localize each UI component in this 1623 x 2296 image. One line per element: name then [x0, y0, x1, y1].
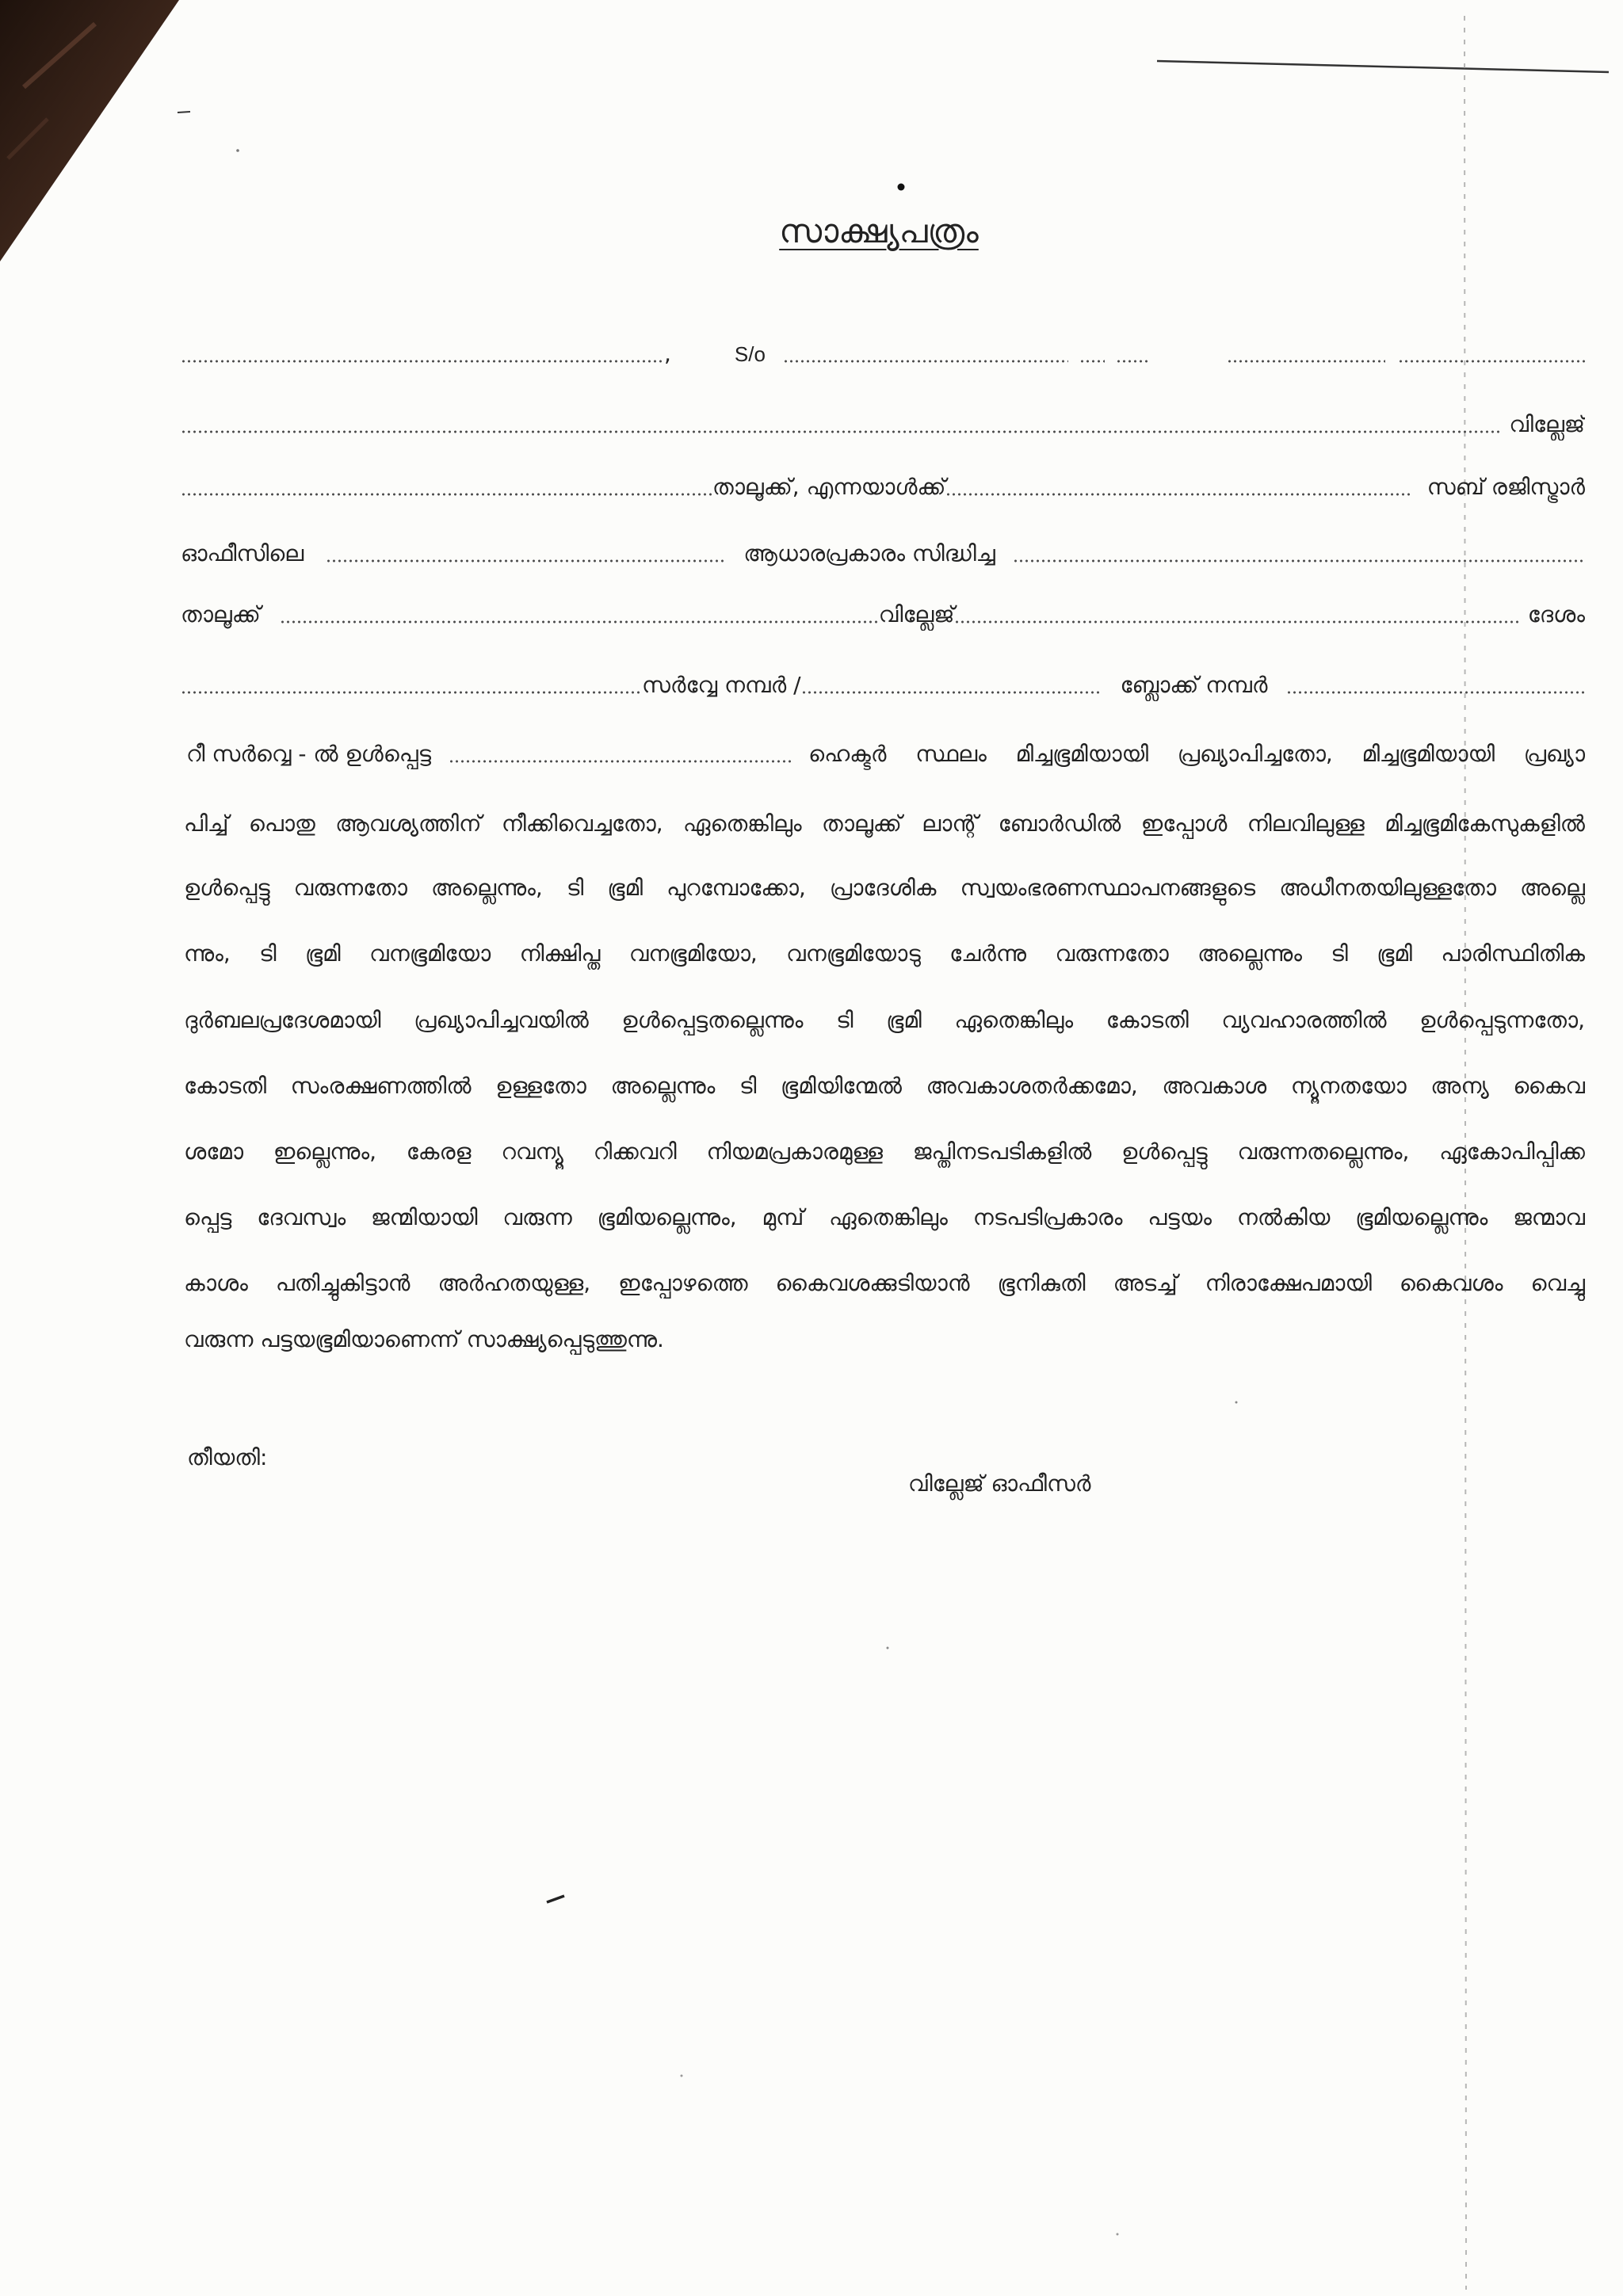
dotted-blank: [1013, 559, 1585, 563]
so-label: S/o: [734, 342, 766, 366]
survey-number-label: സർവ്വേ നമ്പർ /: [642, 672, 801, 698]
dotted-blank: [181, 430, 1501, 433]
speck: [1235, 1402, 1238, 1404]
body-line: കാശം പതിച്ചുകിട്ടാൻ അർഹതയുള്ള, ഇപ്പോഴത്തെ കൈവശക്കുടിയാൻ ഭൂനികുതി അടച്ച് നിരാക്ഷേപമായി കൈവശം വെച്ചു: [184, 1270, 1585, 1296]
speck: [236, 149, 239, 152]
hectare-text: ഹെക്ടർ സ്ഥലം മിച്ചഭൂമിയായി പ്രഖ്യാപിച്ചതോ, മിച്ചഭൂമിയായി പ്രഖ്യാ: [808, 741, 1585, 767]
block-number-label: ബ്ലോക്ക് നമ്പർ: [1120, 672, 1268, 698]
dotted-blank: [280, 620, 879, 624]
office-label: ഓഫീസിലെ: [181, 540, 304, 566]
deed-label: ആധാരപ്രകാരം സിദ്ധിച്ച: [743, 540, 995, 566]
village-label: വില്ലേജ്: [1509, 411, 1585, 437]
dotted-blank: [326, 559, 726, 563]
dotted-blank: [954, 620, 1521, 624]
dotted-blank: [801, 691, 1102, 694]
body-line: കോടതി സംരക്ഷണത്തിൽ ഉള്ളതോ അല്ലെന്നും ടി ഭൂമിയിന്മേൽ അവകാശതർക്കമോ, അവകാശ ന്യൂനതയോ അന്യ കൈവ: [184, 1073, 1585, 1099]
form-row-village: [181, 401, 1585, 441]
document-title: [641, 208, 1117, 263]
dotted-blank: [449, 760, 794, 763]
body-line: ശമോ ഇല്ലെന്നും, കേരള റവന്യൂ റിക്കവറി നിയമപ്രകാരമുള്ള ജപ്തിനടപടികളിൽ ഉൾപ്പെട്ടു വരുന്നതല്ലെന്നും, ഏകോപിപ്പിക്ക: [184, 1138, 1585, 1165]
dotted-blank: [181, 691, 642, 694]
scan-mark: [547, 1896, 564, 1902]
village-label: വില്ലേജ്: [878, 601, 955, 627]
desam-label: ദേശം: [1527, 601, 1585, 627]
body-line-last: വരുന്ന പട്ടയഭൂമിയാണെന്ന് സാക്ഷ്യപ്പെടുത്തുന്നു.: [184, 1326, 664, 1352]
body-line: പിച്ച് പൊതു ആവശ്യത്തിന് നീക്കിവെച്ചതോ, ഏതെങ്കിലും താലൂക്ക് ലാന്റ് ബോർഡിൽ ഇപ്പോൾ നിലവിലുള്ള മിച്ചഭൂമികേസുകളിൽ: [184, 810, 1585, 837]
title-text: സാക്ഷ്യപത്രം: [779, 212, 979, 250]
body-line: ദുർബലപ്രദേശമായി പ്രഖ്യാപിച്ചവയിൽ ഉൾപ്പെട്ടതല്ലെന്നും ടി ഭൂമി ഏതെങ്കിലും കോടതി വ്യവഹാരത്തിൽ ഉൾപ്പെടുന്നതോ,: [184, 1007, 1585, 1033]
sub-registrar-label: സബ് രജിസ്ട്രാർ: [1426, 474, 1585, 500]
dotted-blank: [945, 493, 1412, 496]
top-right-rule: [1157, 61, 1609, 72]
speck: [887, 1647, 889, 1650]
resurvey-label: റീ സർവ്വെ - ൽ ഉൾപ്പെട്ട: [186, 741, 432, 767]
speck: [1117, 2233, 1119, 2236]
body-line: പ്പെട്ട ദേവസ്വം ജന്മിയായി വരുന്ന ഭൂമിയല്ലെന്നും, മുമ്പ് ഏതെങ്കിലും നടപടിപ്രകാരം പട്ടയം നൽകിയ ഭൂമിയല്ലെന്നും ജന്മാവ: [184, 1204, 1585, 1230]
dotted-blank: [1398, 360, 1585, 363]
dotted-blank: [1286, 691, 1585, 694]
form-row-name: [181, 330, 1585, 370]
form-row-resurvey: [186, 730, 1585, 770]
comma: ,: [664, 341, 671, 367]
body-line: ന്നും, ടി ഭൂമി വനഭൂമിയോ നിക്ഷിപ്ത വനഭൂമിയോ, വനഭൂമിയോടു ചേർന്നു വരുന്നതോ അല്ലെന്നും ടി ഭൂമി പാരിസ്ഥിതിക: [184, 940, 1585, 967]
form-row-taluk-village-desam: [181, 591, 1585, 631]
dotted-blank: [181, 493, 712, 496]
signatory-label: വില്ലേജ് ഓഫീസർ: [908, 1470, 1091, 1497]
scan-mark: [178, 112, 190, 113]
form-row-office-deed: [181, 530, 1585, 570]
form-row-survey: [181, 662, 1585, 701]
speck: [681, 2075, 683, 2077]
dotted-blank: [181, 360, 664, 363]
form-row-taluk-person: [181, 463, 1585, 503]
ink-dot: [898, 184, 905, 191]
taluk-label: താലൂക്ക്: [181, 601, 261, 627]
body-line: ഉൾപ്പെട്ടു വരുന്നതോ അല്ലെന്നും, ടി ഭൂമി പുറമ്പോക്കോ, പ്രാദേശിക സ്വയംഭരണസ്ഥാപനങ്ങളുടെ അധീനതയിലുള്ളതോ അല്ലെ: [184, 875, 1585, 901]
scan-corner-shadow: [0, 0, 179, 261]
dotted-blank: [1227, 360, 1385, 363]
dotted-blank: [1079, 360, 1105, 363]
dotted-blank: [783, 360, 1068, 363]
dotted-blank: [1116, 360, 1148, 363]
taluk-person-label: താലൂക്ക്, എന്നയാൾക്ക്: [712, 474, 946, 500]
date-label: തീയതി:: [187, 1444, 268, 1470]
